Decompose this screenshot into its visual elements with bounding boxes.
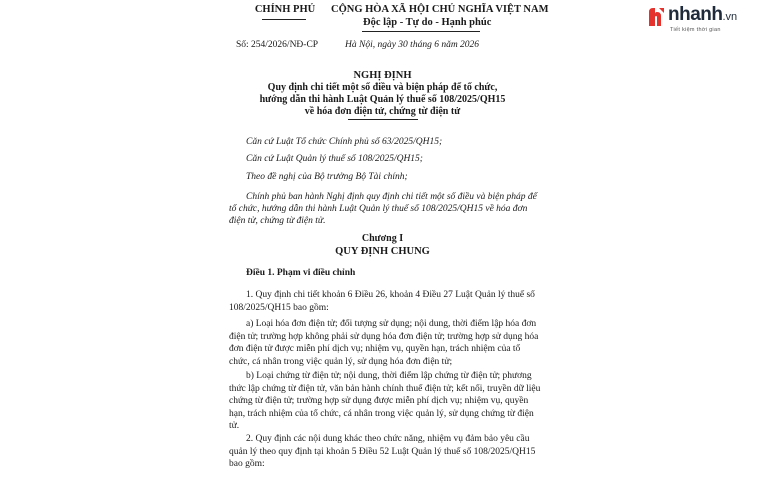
chapter-title: QUY ĐỊNH CHUNG [335, 246, 430, 257]
issuing-agency: CHÍNH PHỦ [254, 4, 316, 15]
clause-2: 2. Quy định các nội dung khác theo chức năng, nhiệm vụ đảm bảo yêu cầu quản lý theo quy định tại khoản 5 Điều 52 Luật Quản lý thuế số 108/2025/QH15 bao gồm: [229, 434, 536, 469]
nhanh-logo[interactable] [646, 4, 761, 34]
title-underline [348, 119, 418, 120]
national-title: CỘNG HÒA XÃ HỘI CHỦ NGHĨA VIỆT NAM [331, 4, 549, 15]
issuance-statement: Chính phủ ban hành Nghị định quy định chi tiết một số điều và biện pháp để tổ chức, hướng dẫn thi hành Luật Quản lý thuế số 108/2025/QH15 về hóa đơn điện tử, chứng từ điện tử. [229, 192, 537, 226]
agency-underline [262, 19, 306, 20]
document-type: NGHỊ ĐỊNH [353, 70, 412, 81]
logo-tld: .vn [722, 11, 738, 23]
clause-1b: b) Loại chứng từ điện tử; nội dung, thời điểm lập chứng từ điện tử; phương thức lập chứng từ điện tử, văn bản hành chính thuế điện tử; kết nối, truyền dữ liệu chứng từ điện tử; trường hợp sử dụng được miễn phí dịch vụ; nhiệm vụ, quyền hạn, trách nhiệm của tổ chức, cá nhân trong việc quản lý, sử dụng chứng từ điện tử. [229, 371, 541, 431]
nhanh-logo-icon [646, 6, 666, 28]
national-motto: Độc lập - Tự do - Hạnh phúc [363, 17, 492, 28]
logo-wordmark [668, 4, 737, 26]
motto-underline [362, 31, 480, 32]
legal-basis-1: Căn cứ Luật Tổ chức Chính phủ số 63/2025/QH15; [246, 137, 443, 147]
document-number: Số: 254/2026/NĐ-CP [236, 40, 319, 50]
logo-brand: nhanh [668, 4, 723, 25]
legal-basis-2: Căn cứ Luật Quản lý thuế số 108/2025/QH15; [246, 154, 423, 164]
place-and-date: Hà Nội, ngày 30 tháng 6 năm 2026 [345, 40, 480, 50]
logo-tagline: Tiết kiệm thời gian [670, 27, 721, 33]
document-subject-line-1: Quy định chi tiết một số điều và biện pháp để tổ chức, [267, 82, 498, 93]
article-heading: Điều 1. Phạm vi điều chỉnh [246, 268, 356, 278]
document-subject-line-2: hướng dẫn thi hành Luật Quản lý thuế số 108/2025/QH15 [259, 94, 506, 105]
clause-1: 1. Quy định chi tiết khoản 6 Điều 26, khoản 4 Điều 27 Luật Quản lý thuế số 108/2025/QH15 bao gồm: [229, 290, 535, 313]
clause-1a: a) Loại hóa đơn điện tử; đối tượng sử dụng; nội dung, thời điểm lập hóa đơn điện tử; trường hợp không phải sử dụng hóa đơn điện tử; trường hợp sử dụng hóa đơn điện tử được miễn phí dịch vụ; nhiệm vụ, quyền hạn, trách nhiệm của tổ chức, cá nhân trong việc quản lý, sử dụng hóa đơn điện tử; [229, 319, 539, 367]
chapter-number: Chương I [361, 233, 404, 244]
legal-basis-3: Theo đề nghị của Bộ trưởng Bộ Tài chính; [246, 172, 408, 182]
document-subject-line-3: về hóa đơn điện tử, chứng từ điện tử [304, 106, 461, 117]
